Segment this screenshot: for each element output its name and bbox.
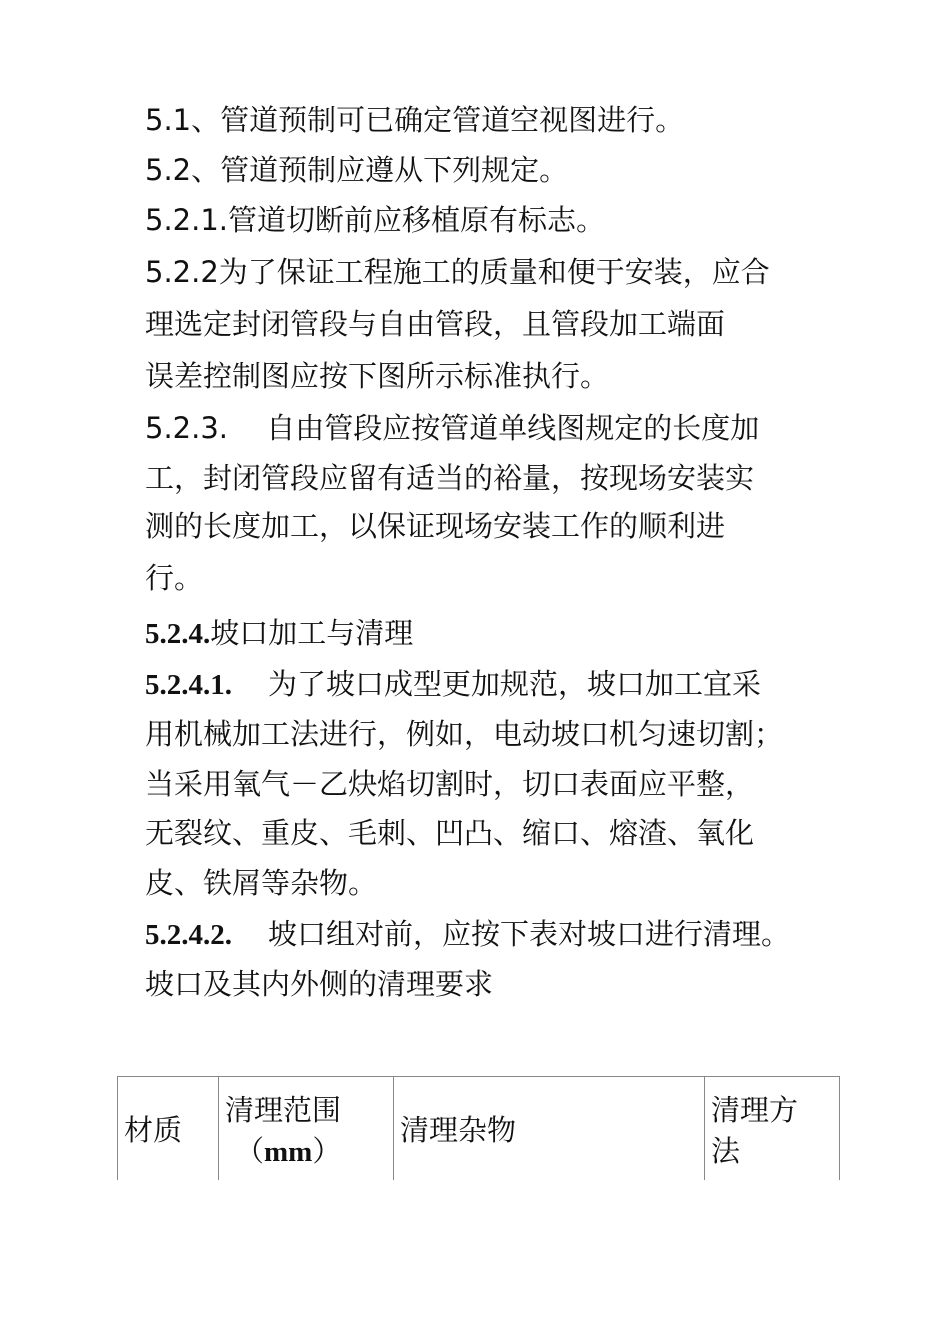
section-number: 5.2.4.1.	[145, 669, 232, 701]
table-caption: 坡口及其内外侧的清理要求	[145, 967, 494, 1001]
line-5-2: 5.2、管道预制应遵从下列规定。	[145, 153, 569, 187]
line-5-2-2-b: 理选定封闭管段与自由管段，且管段加工端面	[145, 307, 726, 341]
line-5-2-4-1-c: 当采用氧气－乙炔焰切割时，切口表面应平整，	[145, 767, 755, 801]
paragraph-text: 为了坡口成型更加规范，坡口加工宜采	[268, 667, 762, 701]
line-5-2-4-1-e: 皮、铁屑等杂物。	[145, 866, 378, 900]
section-title: 坡口加工与清理	[210, 616, 414, 650]
header-material: 材质	[118, 1077, 219, 1181]
line-5-2-2-a: 5.2.2为了保证工程施工的质量和便于安装，应合	[145, 255, 770, 289]
header-impurities: 清理杂物	[394, 1077, 705, 1181]
header-method: 清理方 法	[705, 1077, 840, 1181]
range-unit: （mm）	[235, 1133, 342, 1168]
line-5-2-3-c: 测的长度加工，以保证现场安装工作的顺利进	[145, 509, 726, 543]
header-range: 清理范围 （mm）	[219, 1077, 394, 1181]
heading-5-2-4	[145, 615, 413, 652]
line-5-2-4-2	[145, 916, 790, 953]
line-5-1: 5.1、管道预制可已确定管道空视图进行。	[145, 103, 685, 137]
line-5-2-3-d: 行。	[145, 561, 204, 595]
line-5-2-4-1-b: 用机械加工法进行，例如，电动坡口机匀速切割；	[145, 717, 784, 751]
line-5-2-3-a: 5.2.3. 自由管段应按管道单线图规定的长度加	[145, 411, 760, 445]
cleaning-requirements-table	[117, 1076, 840, 1180]
paragraph-text: 坡口组对前，应按下表对坡口进行清理。	[268, 917, 791, 951]
line-5-2-4-1-a	[145, 666, 761, 703]
line-5-2-2-c: 误差控制图应按下图所示标准执行。	[145, 359, 610, 393]
line-5-2-1: 5.2.1.管道切断前应移植原有标志。	[145, 203, 606, 237]
section-number: 5.2.4.	[145, 618, 211, 650]
line-5-2-3-b: 工，封闭管段应留有适当的裕量，按现场安装实	[145, 461, 755, 495]
section-number: 5.2.4.2.	[145, 919, 232, 951]
table-header-row	[118, 1077, 840, 1181]
line-5-2-4-1-d: 无裂纹、重皮、毛刺、凹凸、缩口、熔渣、氧化	[145, 816, 755, 850]
